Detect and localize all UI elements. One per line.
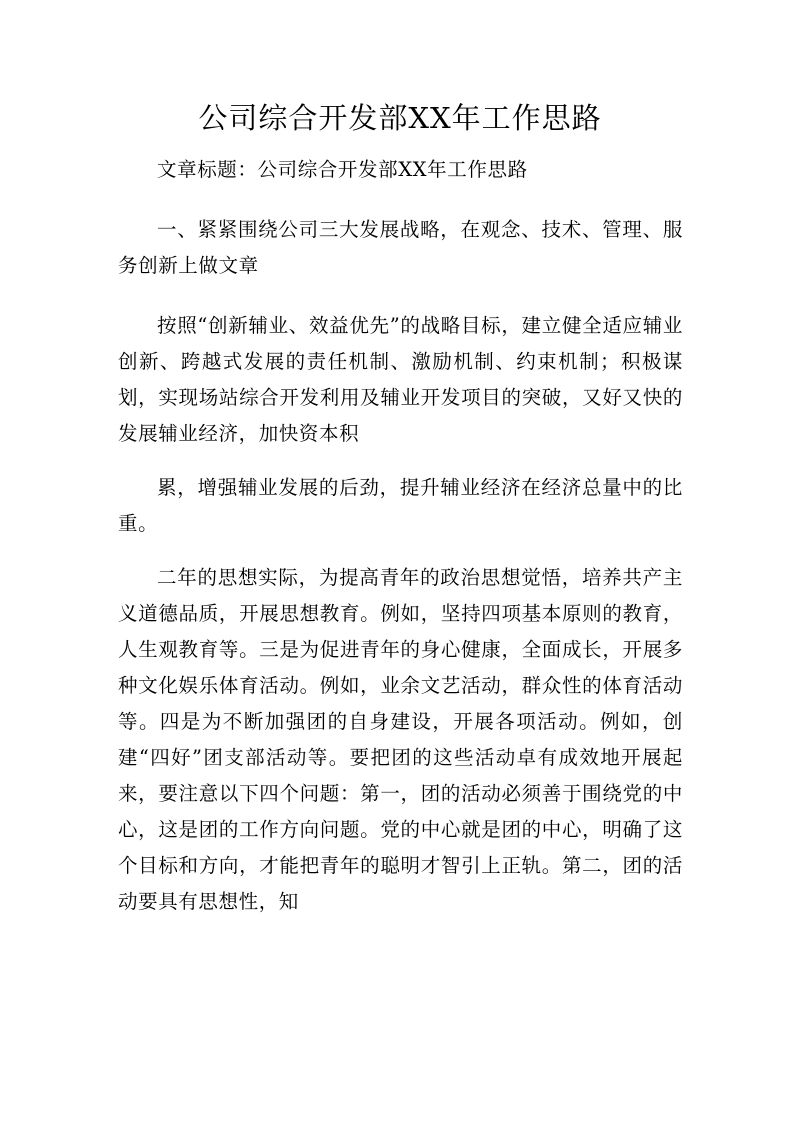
document-title: 公司综合开发部XX年工作思路 bbox=[198, 101, 602, 135]
article-title-line: 文章标题：公司综合开发部XX年工作思路 bbox=[157, 158, 528, 181]
body-paragraph: 累，增强辅业发展的后劲，提升辅业经济在经济总量中的比重。 bbox=[118, 476, 683, 535]
body-paragraph: 按照“创新辅业、效益优先”的战略目标，建立健全适应辅业创新、跨越式发展的责任机制、激励机制、约束机制；积极谋划，实现场站综合开发利用及辅业开发项目的突破，又好又快的发展辅业经济，加快资本积 bbox=[118, 314, 683, 445]
document-body bbox=[118, 152, 683, 920]
section-heading-1: 一、紧紧围绕公司三大发展战略，在观念、技术、管理、服务创新上做文章 bbox=[118, 218, 683, 277]
body-paragraph: 二年的思想实际，为提高青年的政治思想觉悟，培养共产主义道德品质，开展思想教育。例如，坚持四项基本原则的教育，人生观教育等。三是为促进青年的身心健康，全面成长，开展多种文化娱乐体育活动。例如，业余文艺活动，群众性的体育活动等。四是为不断加强团的自身建设，开展各项活动。例如，创建“四好”团支部活动等。要把团的这些活动卓有成效地开展起来，要注意以下四个问题：第一，团的活动必须善于围绕党的中心，这是团的工作方向问题。党的中心就是团的中心，明确了这个目标和方向，才能把青年的聪明才智引上正轨。第二，团的活动要具有思想性，知 bbox=[118, 566, 683, 913]
